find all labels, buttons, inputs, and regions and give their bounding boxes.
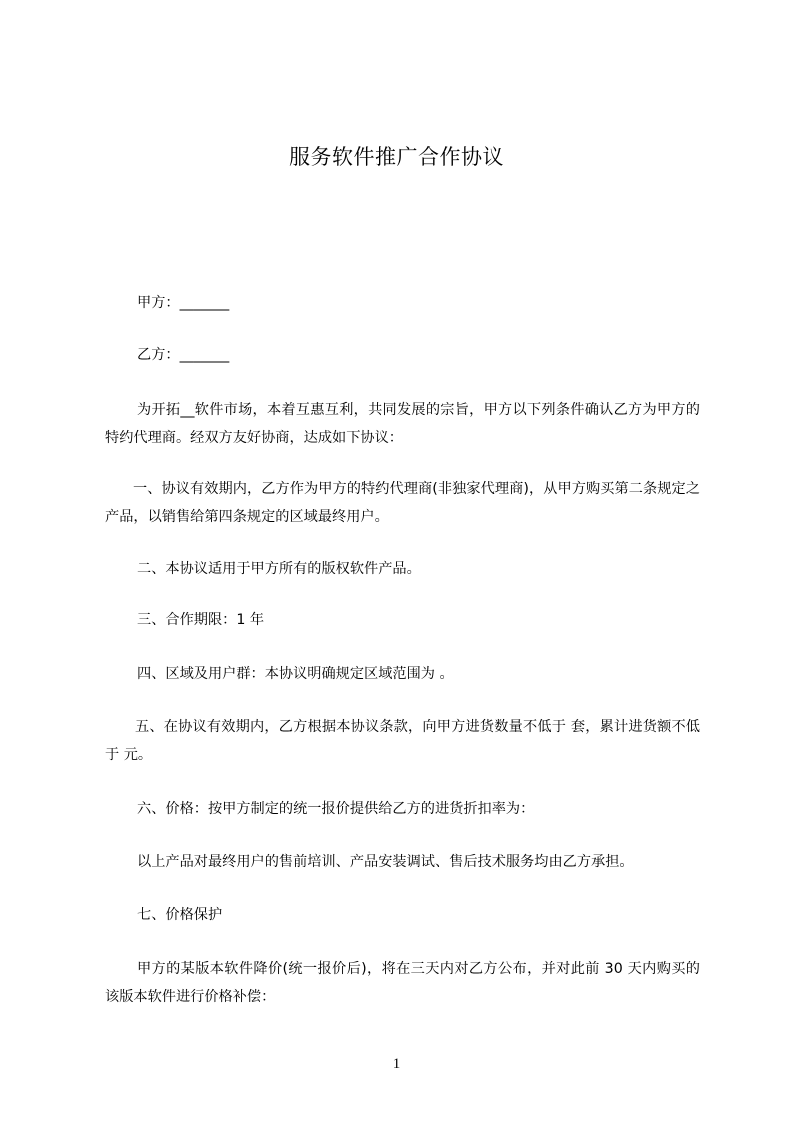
service-note: 以上产品对最终用户的售前培训、产品安装调试、售后技术服务均由乙方承担。: [137, 854, 634, 870]
clause-5: 五、在协议有效期内，乙方根据本协议条款，向甲方进货数量不低于 套，累计进货额不低于 元。: [105, 719, 700, 763]
clause-6: 六、价格：按甲方制定的统一报价提供给乙方的进货折扣率为：: [137, 801, 535, 817]
clause-1: 一、协议有效期内，乙方作为甲方的特约代理商(非独家代理商)，从甲方购买第二条规定之产品，以销售给第四条规定的区域最终用户。: [105, 481, 700, 525]
clause-2: 二、本协议适用于甲方所有的版权软件产品。: [137, 561, 421, 577]
party-a-line: 甲方：_______: [137, 295, 230, 311]
clause-3: 三、合作期限：1 年: [137, 612, 265, 628]
party-b-line: 乙方：_______: [137, 347, 230, 363]
intro-paragraph: 为开拓__软件市场，本着互惠互利，共同发展的宗旨，甲方以下列条件确认乙方为甲方的特约代理商。经双方友好协商，达成如下协议：: [105, 402, 700, 446]
page-number: 1: [392, 1056, 401, 1072]
price-protection-paragraph: 甲方的某版本软件降价(统一报价后)，将在三天内对乙方公布，并对此前 30 天内购买的该版本软件进行价格补偿：: [105, 961, 700, 1005]
document-title: 服务软件推广合作协议: [289, 145, 504, 169]
clause-7: 七、价格保护: [137, 907, 223, 923]
clause-4: 四、区域及用户群：本协议明确规定区域范围为 。: [137, 666, 454, 682]
